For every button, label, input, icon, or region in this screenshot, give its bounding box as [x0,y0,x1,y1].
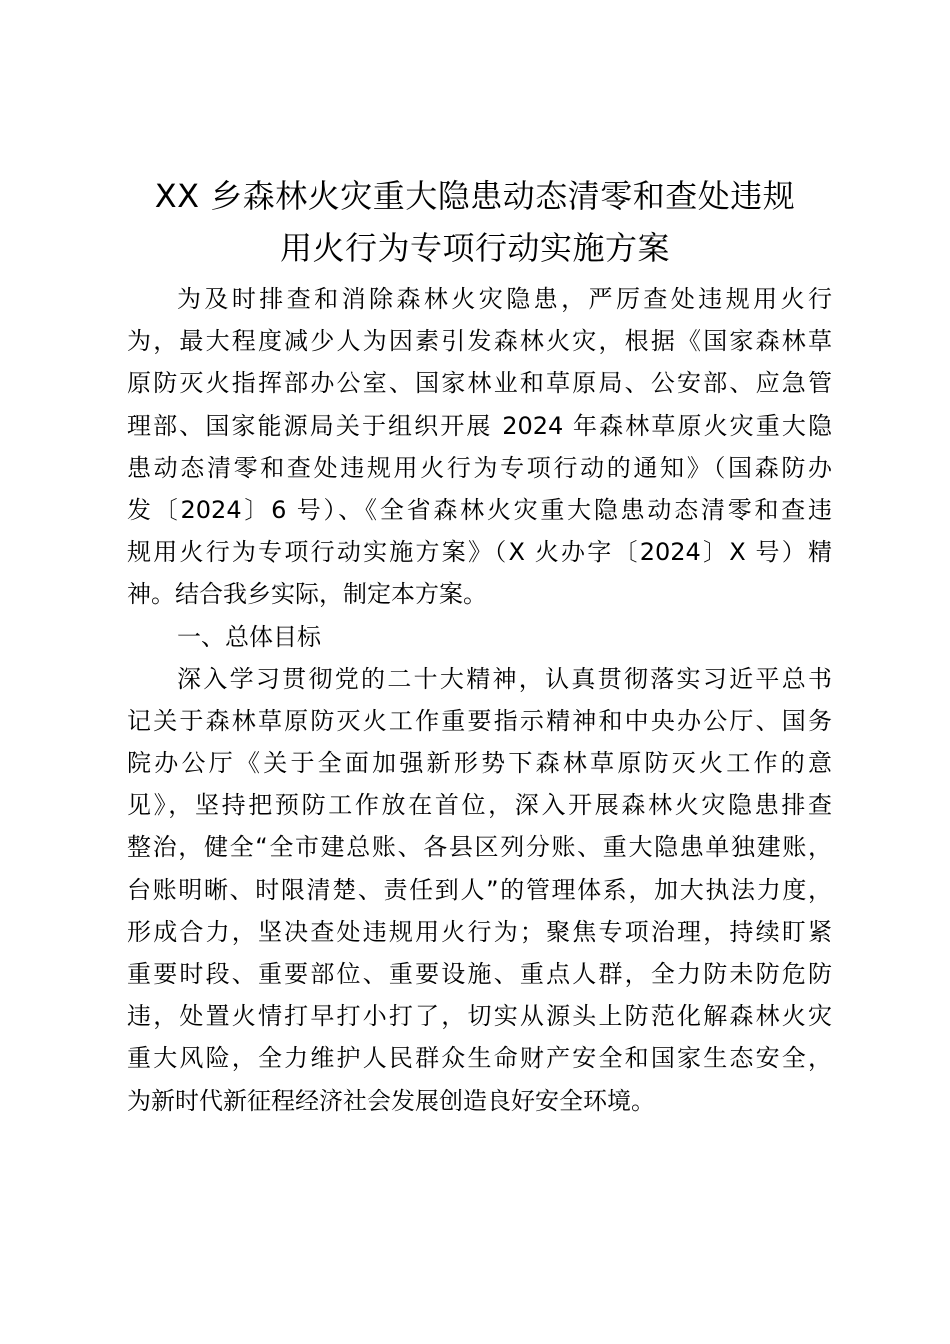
paragraph-line: 原防灭火指挥部办公室、国家林业和草原局、公安部、应急管 [127,369,832,398]
paragraph-line: 见》，坚持把预防工作放在首位，深入开展森林火灾隐患排查 [127,791,832,820]
paragraph-line: 形成合力，坚决查处违规用火行为；聚焦专项治理，持续盯紧 [127,917,832,946]
paragraph-line: 记关于森林草原防灭火工作重要指示精神和中央办公厅、国务 [127,706,832,735]
document-title [120,170,830,274]
document-body [127,278,832,1122]
paragraph-line: 为，最大程度减少人为因素引发森林火灾，根据《国家森林草 [127,327,832,356]
paragraph-line: 神。结合我乡实际，制定本方案。 [127,580,487,609]
paragraph-line: 院办公厅《关于全面加强新形势下森林草原防灭火工作的意 [127,749,832,778]
paragraph-line: 患动态清零和查处违规用火行为专项行动的通知》（国森防办 [127,453,832,482]
paragraph-line: 为新时代新征程经济社会发展创造良好安全环境。 [127,1086,655,1115]
overall-goal-paragraph [127,658,832,1122]
paragraph-line: 规用火行为专项行动实施方案》（X 火办字〔2024〕X 号）精 [127,538,832,567]
paragraph-line: 台账明晰、时限清楚、责任到人”的管理体系，加大执法力度， [127,875,832,904]
paragraph-line: 深入学习贯彻党的二十大精神，认真贯彻落实习近平总书 [177,664,832,693]
paragraph-line: 整治，健全“全市建总账、各县区列分账、重大隐患单独建账， [127,833,832,862]
title-line-2: 用火行为专项行动实施方案 [279,229,670,267]
paragraph-line: 发〔2024〕6 号）、《全省森林火灾重大隐患动态清零和查违 [127,495,832,524]
paragraph-line: 理部、国家能源局关于组织开展 2024 年森林草原火灾重大隐 [127,411,832,440]
paragraph-line: 违，处置火情打早打小打了，切实从源头上防范化解森林火灾 [127,1002,832,1031]
section-heading-overall-goal: 一、总体目标 [177,622,321,651]
title-line-1: XX 乡森林火灾重大隐患动态清零和查处违规 [154,177,796,215]
intro-paragraph [127,278,832,616]
paragraph-line: 为及时排查和消除森林火灾隐患，严厉查处违规用火行 [177,285,832,313]
paragraph-line: 重要时段、重要部位、重要设施、重点人群，全力防未防危防 [127,960,832,988]
paragraph-line: 重大风险，全力维护人民群众生命财产安全和国家生态安全， [127,1044,832,1073]
